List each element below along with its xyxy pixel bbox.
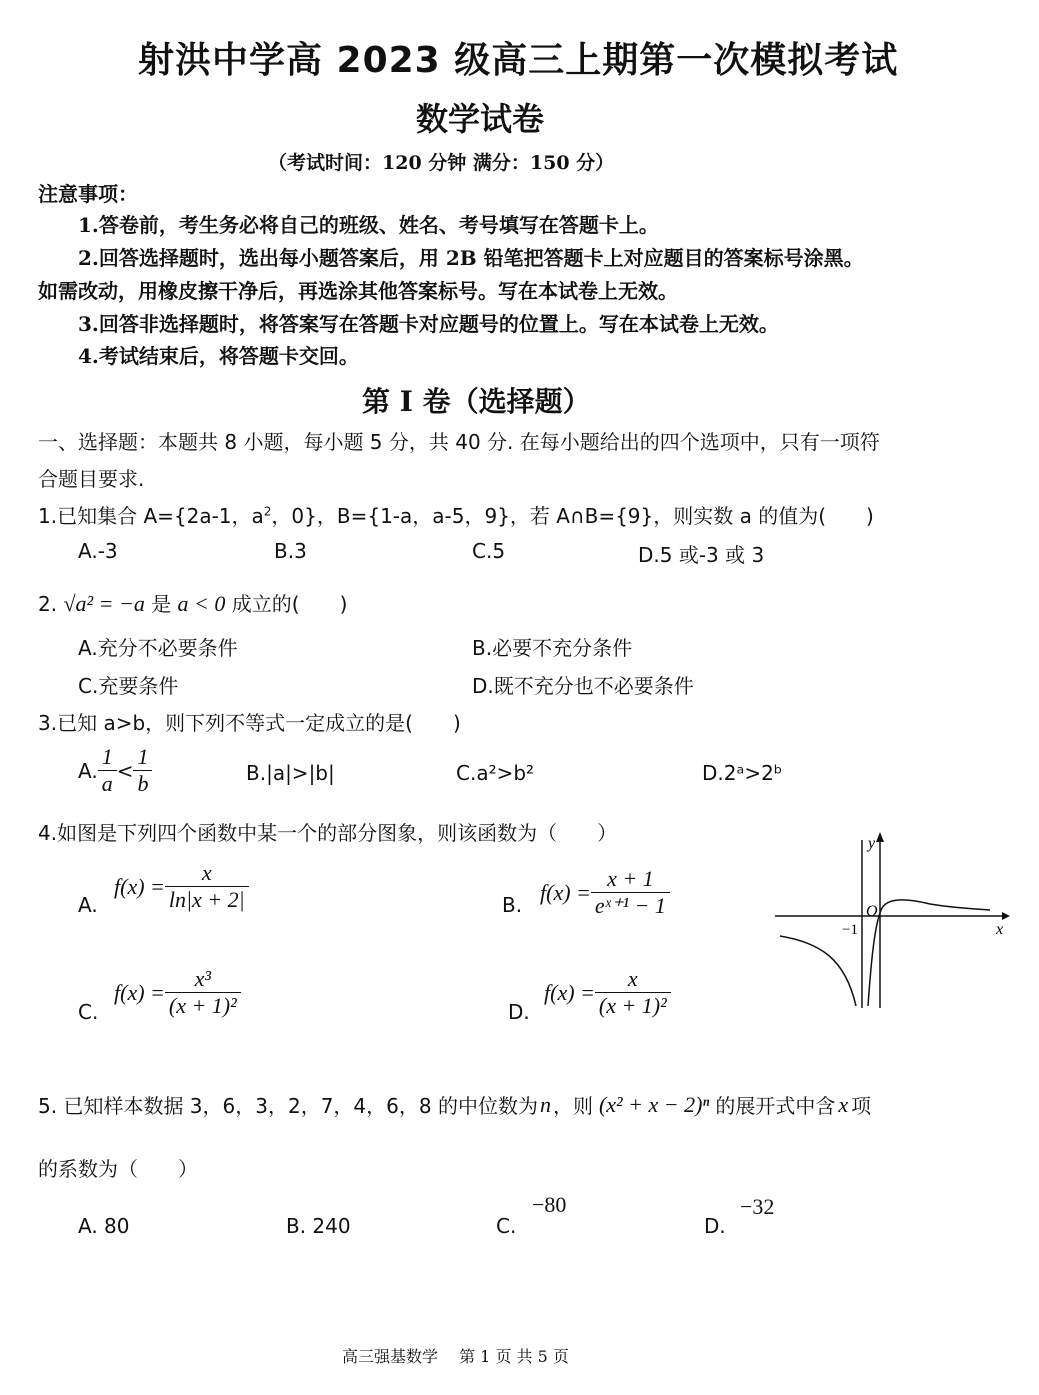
- q1-stem-part: ，0}，B={1-a，a-5，9}，若 A∩B={9}，则实数 a 的值为( ): [271, 504, 874, 528]
- q5-stem-part: ，则: [552, 1094, 593, 1118]
- q1-option-d[interactable]: D.5 或-3 或 3: [638, 543, 765, 567]
- q2-option-a[interactable]: A.充分不必要条件: [78, 636, 238, 660]
- q1-option-a[interactable]: A.-3: [78, 539, 118, 563]
- notes-item-2-cont: 如需改动，用橡皮擦干净后，再选涂其他答案标号。写在本试卷上无效。: [38, 279, 678, 303]
- frac-den: ln|x + 2|: [165, 886, 249, 913]
- q5-n: n: [539, 1091, 551, 1117]
- q4-option-c-label[interactable]: C.: [78, 1000, 99, 1024]
- frac-num: 1: [137, 744, 149, 769]
- q5-x: x: [838, 1091, 849, 1117]
- frac-num: 1: [101, 744, 113, 769]
- frac-den: (x + 1)²: [165, 992, 241, 1019]
- q5-option-c[interactable]: C.: [496, 1214, 517, 1238]
- frac-num: x: [201, 860, 212, 885]
- q3-option-a-frac1: [98, 744, 117, 797]
- formula-frac: [595, 966, 671, 1019]
- question-3-stem: 3.已知 a>b，则下列不等式一定成立的是( ): [38, 711, 461, 735]
- q2-option-b[interactable]: B.必要不充分条件: [472, 636, 633, 660]
- exam-subtitle: 数学试卷: [416, 100, 545, 138]
- question-1-stem: [38, 500, 874, 529]
- question-5-stem: [38, 1090, 871, 1119]
- notes-heading: 注意事项：: [38, 182, 138, 206]
- q2-option-d[interactable]: D.既不充分也不必要条件: [472, 674, 694, 698]
- q2-mid: 是: [151, 592, 172, 616]
- question-2-stem: [38, 588, 347, 617]
- graph-tick-label: −1: [842, 922, 858, 938]
- formula-lhs: f(x) =: [114, 873, 165, 899]
- q3-option-a[interactable]: [78, 744, 152, 797]
- q4-function-graph: [770, 828, 1010, 1012]
- q4-option-d-formula: [544, 966, 671, 1019]
- q3-option-d[interactable]: D.2ᵃ>2ᵇ: [702, 761, 783, 785]
- q1-sup: 2: [263, 504, 272, 519]
- formula-frac: [165, 860, 249, 913]
- q5-option-d[interactable]: D.: [704, 1214, 726, 1238]
- section-title: 第 I 卷（选择题）: [362, 385, 591, 418]
- q2-expression: √a² = −a: [63, 591, 145, 616]
- frac-den: a: [98, 770, 117, 797]
- q2-condition: a < 0: [177, 591, 226, 616]
- frac-num: x³: [194, 966, 211, 991]
- formula-frac: [591, 866, 670, 919]
- q1-stem-part: 1.已知集合 A={2a-1，a: [38, 504, 264, 528]
- frac-den: (x + 1)²: [595, 992, 671, 1019]
- q4-option-a-label[interactable]: A.: [78, 893, 98, 917]
- x-axis-arrow: [1002, 912, 1010, 920]
- frac-num: x + 1: [607, 866, 654, 891]
- q2-option-c[interactable]: C.充要条件: [78, 674, 179, 698]
- question-4-stem: 4.如图是下列四个函数中某一个的部分图象，则该函数为（ ）: [38, 821, 618, 845]
- notes-item-3: 3.回答非选择题时，将答案写在答题卡对应题号的位置上。写在本试卷上无效。: [78, 312, 779, 336]
- formula-lhs: f(x) =: [544, 979, 595, 1005]
- frac-den: b: [133, 770, 152, 797]
- q5-option-a[interactable]: A. 80: [78, 1214, 130, 1238]
- q4-option-b-formula: [540, 866, 670, 919]
- notes-item-4: 4.考试结束后，将答题卡交回。: [78, 344, 359, 368]
- notes-item-2: 2.回答选择题时，选出每小题答案后，用 2B 铅笔把答题卡上对应题目的答案标号涂黑。: [78, 246, 864, 270]
- q4-option-c-formula: [114, 966, 241, 1019]
- q1-option-b[interactable]: B.3: [274, 539, 307, 563]
- graph-origin-label: O: [866, 903, 878, 920]
- q5-stem-part: 项: [851, 1094, 872, 1118]
- q3-option-b[interactable]: B.|a|>|b|: [246, 761, 335, 785]
- q4-option-b-label[interactable]: B.: [502, 893, 523, 917]
- section-intro-line1: 一、选择题：本题共 8 小题，每小题 5 分，共 40 分. 在每小题给出的四个选项中，只有一项符: [38, 430, 880, 454]
- q5-option-b[interactable]: B. 240: [286, 1214, 351, 1238]
- q1-option-c[interactable]: C.5: [472, 539, 506, 563]
- frac-den: eˣ⁺¹ − 1: [591, 892, 670, 919]
- q3-option-a-label: A.: [78, 758, 98, 783]
- q4-option-a-formula: [114, 860, 249, 913]
- exam-meta: （考试时间：120 分钟 满分：150 分）: [268, 152, 615, 174]
- exam-title: 射洪中学高 2023 级高三上期第一次模拟考试: [138, 40, 899, 81]
- curve-left-branch: [780, 936, 856, 1006]
- q3-option-a-relation: <: [116, 758, 134, 783]
- q5-stem-part: 的展开式中含: [715, 1094, 836, 1118]
- q4-option-d-label[interactable]: D.: [508, 1000, 530, 1024]
- section-intro-line2: 合题目要求.: [38, 467, 145, 491]
- y-axis-arrow: [876, 832, 884, 842]
- formula-frac: [165, 966, 241, 1019]
- q2-number: 2.: [38, 592, 58, 616]
- formula-lhs: f(x) =: [540, 879, 591, 905]
- page-footer: 高三强基数学 第 1 页 共 5 页: [342, 1347, 569, 1366]
- question-5-stem-line2: 的系数为（ ）: [38, 1157, 198, 1181]
- notes-item-1: 1.答卷前，考生务必将自己的班级、姓名、考号填写在答题卡上。: [78, 213, 659, 237]
- q2-tail: 成立的( ): [231, 592, 348, 616]
- q5-option-c-value: −80: [532, 1192, 567, 1217]
- q3-option-a-frac2: [133, 744, 152, 797]
- q5-option-d-value: −32: [740, 1194, 775, 1219]
- q5-stem-part: 5. 已知样本数据 3，6，3，2，7，4，6，8 的中位数为: [38, 1094, 538, 1118]
- graph-y-label: y: [868, 835, 876, 852]
- q5-expression: (x² + x − 2)ⁿ: [598, 1091, 710, 1117]
- q3-option-c[interactable]: C.a²>b²: [456, 761, 535, 785]
- frac-num: x: [627, 966, 638, 991]
- graph-x-label: x: [996, 921, 1004, 938]
- formula-lhs: f(x) =: [114, 979, 165, 1005]
